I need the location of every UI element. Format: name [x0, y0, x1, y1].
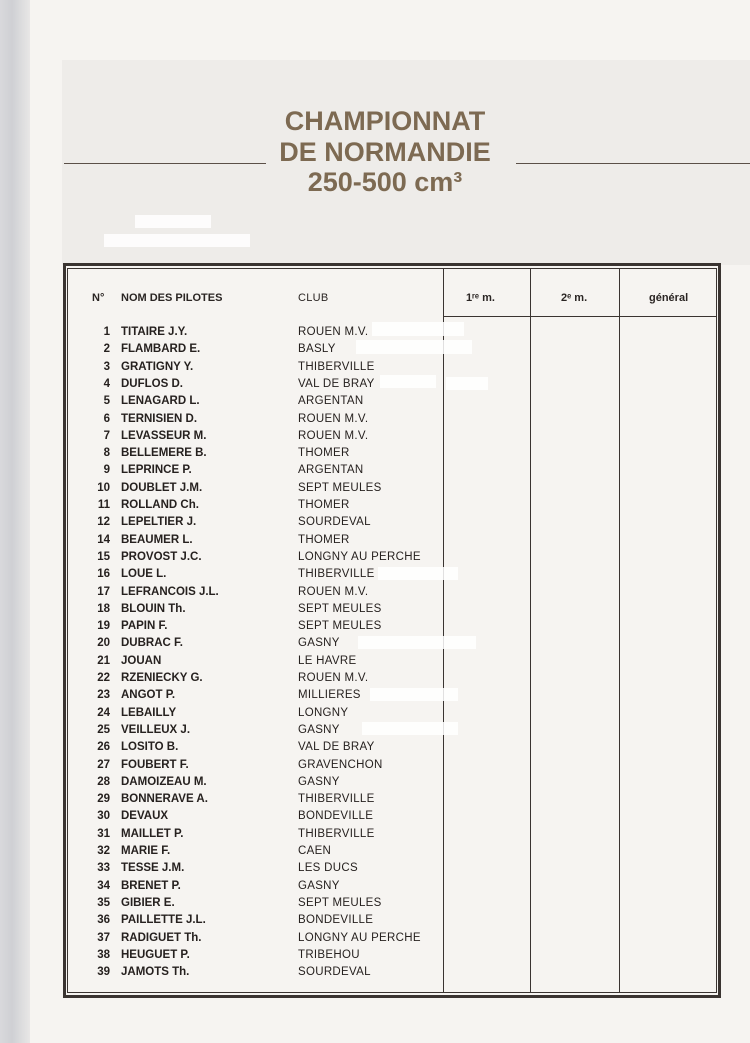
- correction-sticker: [362, 722, 458, 735]
- pilot-name: GRATIGNY Y.: [121, 360, 194, 373]
- pilot-num: 31: [97, 827, 110, 840]
- pilot-num: 18: [97, 602, 110, 615]
- pilot-name: LOSITO B.: [121, 741, 179, 754]
- correction-sticker: [446, 377, 488, 390]
- pilot-name: LEPELTIER J.: [121, 516, 197, 529]
- pilot-club: SOURDEVAL: [298, 966, 371, 979]
- pilot-name: FOUBERT F.: [121, 758, 189, 771]
- table-row: [0, 551, 750, 568]
- correction-sticker: [380, 375, 436, 388]
- pilot-club: GRAVENCHON: [298, 758, 383, 771]
- header-club: CLUB: [298, 292, 329, 304]
- pilot-club: BONDEVILLE: [298, 914, 374, 927]
- table-row: [0, 672, 750, 689]
- pilot-name: TERNISIEN D.: [121, 412, 198, 425]
- correction-sticker: [135, 215, 211, 228]
- table-row: [0, 810, 750, 827]
- pilot-name: DAMOIZEAU M.: [121, 775, 207, 788]
- pilot-club: THIBERVILLE: [298, 827, 375, 840]
- correction-sticker: [370, 688, 458, 701]
- table-row: [0, 862, 750, 879]
- pilot-name: LOUE L.: [121, 568, 167, 581]
- header-num: N°: [92, 292, 105, 304]
- table-row: [0, 759, 750, 776]
- pilot-num: 9: [103, 464, 110, 477]
- table-row: [0, 586, 750, 603]
- pilot-club: LONGNY AU PERCHE: [298, 931, 421, 944]
- pilot-name: ANGOT P.: [121, 689, 176, 702]
- table-row: [0, 620, 750, 637]
- table-row: [0, 378, 750, 395]
- pilot-club: ARGENTAN: [298, 464, 364, 477]
- pilot-club: ROUEN M.V.: [298, 672, 369, 684]
- pilot-name: FLAMBARD E.: [121, 343, 201, 356]
- table-row: [0, 499, 750, 516]
- pilot-num: 10: [97, 481, 110, 494]
- pilot-num: 25: [97, 723, 110, 736]
- pilot-club: THIBERVILLE: [298, 360, 375, 373]
- pilot-club: ROUEN M.V.: [298, 585, 369, 598]
- header-1st-run: 1ʳᵉ m.: [466, 292, 495, 304]
- pilot-name: LEFRANCOIS J.L.: [121, 585, 219, 598]
- pilot-name: LEPRINCE P.: [121, 464, 192, 477]
- pilot-name: TITAIRE J.Y.: [121, 326, 188, 338]
- title-line-3: 250-500 cm³: [307, 167, 463, 197]
- pilot-num: 17: [97, 585, 110, 598]
- pilot-num: 37: [97, 931, 110, 944]
- table-row: [0, 966, 750, 983]
- pilot-num: 15: [97, 550, 110, 563]
- pilot-club: SEPT MEULES: [298, 481, 382, 494]
- pilot-name: PAPIN F.: [121, 620, 168, 633]
- pilot-club: THOMER: [298, 447, 350, 460]
- pilot-num: 36: [97, 914, 110, 927]
- pilot-club: SEPT MEULES: [298, 602, 382, 615]
- correction-sticker: [372, 322, 464, 336]
- pilot-num: 26: [97, 741, 110, 754]
- pilot-club: SEPT MEULES: [298, 620, 382, 633]
- pilot-num: 24: [97, 706, 110, 719]
- pilot-num: 12: [97, 516, 110, 529]
- pilot-name: MARIE F.: [121, 845, 171, 857]
- correction-sticker: [378, 567, 458, 580]
- table-row: [0, 603, 750, 620]
- pilot-num: 19: [97, 620, 110, 633]
- pilot-name: MAILLET P.: [121, 827, 184, 840]
- pilot-club: GASNY: [298, 637, 340, 650]
- pilot-name: GIBIER E.: [121, 896, 175, 909]
- pilot-club: ROUEN M.V.: [298, 326, 369, 338]
- pilot-num: 30: [97, 810, 110, 823]
- title-rule-right: [516, 163, 750, 164]
- pilot-club: VAL DE BRAY: [298, 741, 375, 754]
- pilot-num: 34: [97, 879, 110, 892]
- title-line-1: CHAMPIONNAT: [284, 106, 486, 136]
- title-line-2: DE NORMANDIE: [279, 136, 491, 167]
- pilot-num: 7: [103, 429, 110, 442]
- pilot-name: PAILLETTE J.L.: [121, 914, 206, 927]
- pilot-name: VEILLEUX J.: [121, 723, 191, 736]
- table-row: [0, 395, 750, 412]
- pilot-club: GASNY: [298, 723, 340, 736]
- pilot-num: 5: [103, 395, 110, 408]
- table-row: [0, 845, 750, 862]
- pilot-name: BEAUMER L.: [121, 533, 193, 546]
- title-rule-left: [64, 163, 266, 164]
- pilot-num: 20: [97, 637, 110, 650]
- pilot-num: 28: [97, 775, 110, 788]
- pilot-club: BASLY: [298, 343, 336, 356]
- pilot-club: TRIBEHOU: [298, 948, 360, 961]
- header-divider: [443, 316, 717, 317]
- table-row: [0, 534, 750, 551]
- pilot-club: LE HAVRE: [298, 654, 357, 667]
- pilot-name: TESSE J.M.: [121, 862, 185, 875]
- pilot-name: JOUAN: [121, 654, 162, 667]
- pilot-club: LES DUCS: [298, 862, 358, 875]
- pilot-name: BRENET P.: [121, 879, 181, 892]
- pilot-num: 29: [97, 793, 110, 806]
- pilot-club: BONDEVILLE: [298, 810, 374, 823]
- pilot-club: THIBERVILLE: [298, 568, 375, 581]
- pilot-name: BONNERAVE A.: [121, 793, 208, 806]
- pilot-club: LONGNY: [298, 706, 349, 719]
- table-row: [0, 568, 750, 585]
- table-row: [0, 361, 750, 378]
- pilot-club: THOMER: [298, 499, 350, 511]
- pilot-name: LENAGARD L.: [121, 395, 200, 408]
- pilot-name: LEVASSEUR M.: [121, 429, 207, 442]
- pilot-club: ROUEN M.V.: [298, 429, 369, 442]
- correction-sticker: [358, 636, 476, 649]
- pilot-name: ROLLAND Ch.: [121, 499, 199, 511]
- pilot-club: SEPT MEULES: [298, 896, 382, 909]
- pilot-club: ROUEN M.V.: [298, 412, 369, 425]
- table-row: [0, 655, 750, 672]
- pilot-num: 33: [97, 862, 110, 875]
- table-row: [0, 447, 750, 464]
- pilot-num: 14: [97, 533, 110, 546]
- pilot-num: 32: [97, 845, 110, 857]
- pilot-num: 22: [97, 672, 110, 684]
- pilot-num: 39: [97, 966, 110, 979]
- page-title: [250, 106, 520, 198]
- pilot-num: 23: [97, 689, 110, 702]
- pilot-club: ARGENTAN: [298, 395, 364, 408]
- table-row: [0, 776, 750, 793]
- pilot-num: 8: [103, 447, 110, 460]
- table-row: [0, 741, 750, 758]
- pilot-club: LONGNY AU PERCHE: [298, 550, 421, 563]
- pilot-name: JAMOTS Th.: [121, 966, 190, 979]
- pilot-club: GASNY: [298, 879, 340, 892]
- table-row: [0, 828, 750, 845]
- pilot-name: DUBRAC F.: [121, 637, 183, 650]
- pilot-num: 11: [97, 499, 110, 511]
- table-row: [0, 793, 750, 810]
- pilot-name: BLOUIN Th.: [121, 602, 186, 615]
- pilot-club: GASNY: [298, 775, 340, 788]
- table-row: [0, 880, 750, 897]
- pilot-name: DEVAUX: [121, 810, 169, 823]
- header-general: général: [649, 292, 689, 304]
- pilot-num: 21: [97, 654, 110, 667]
- table-row: [0, 464, 750, 481]
- pilot-num: 2: [103, 343, 110, 356]
- table-row: [0, 430, 750, 447]
- pilot-num: 38: [97, 948, 110, 961]
- pilot-club: MILLIERES: [298, 689, 361, 702]
- pilot-club: CAEN: [298, 845, 332, 857]
- pilot-num: 1: [103, 326, 110, 338]
- pilot-name: DOUBLET J.M.: [121, 481, 203, 494]
- pilot-name: RADIGUET Th.: [121, 931, 202, 944]
- pilot-name: DUFLOS D.: [121, 377, 183, 390]
- pilot-num: 4: [103, 377, 110, 390]
- pilot-num: 6: [103, 412, 110, 425]
- table-row: [0, 949, 750, 966]
- correction-sticker: [104, 234, 250, 247]
- header-name: NOM DES PILOTES: [121, 292, 223, 304]
- header-2nd-run: 2ᵉ m.: [561, 292, 588, 304]
- pilot-num: 27: [97, 758, 110, 771]
- table-row: [0, 516, 750, 533]
- correction-sticker: [356, 340, 472, 354]
- pilot-name: BELLEMERE B.: [121, 447, 207, 460]
- pilot-num: 3: [103, 360, 110, 373]
- pilot-name: LEBAILLY: [121, 706, 177, 719]
- pilot-name: HEUGUET P.: [121, 948, 190, 961]
- table-row: [0, 897, 750, 914]
- pilot-club: THOMER: [298, 533, 350, 546]
- table-row: [0, 413, 750, 430]
- pilot-name: PROVOST J.C.: [121, 550, 202, 563]
- pilot-club: THIBERVILLE: [298, 793, 375, 806]
- table-row: [0, 482, 750, 499]
- pilot-name: RZENIECKY G.: [121, 672, 203, 684]
- table-row: [0, 932, 750, 949]
- pilot-club: VAL DE BRAY: [298, 377, 375, 390]
- table-row: [0, 914, 750, 931]
- pilot-club: SOURDEVAL: [298, 516, 371, 529]
- pilot-num: 35: [97, 896, 110, 909]
- pilot-num: 16: [97, 568, 110, 581]
